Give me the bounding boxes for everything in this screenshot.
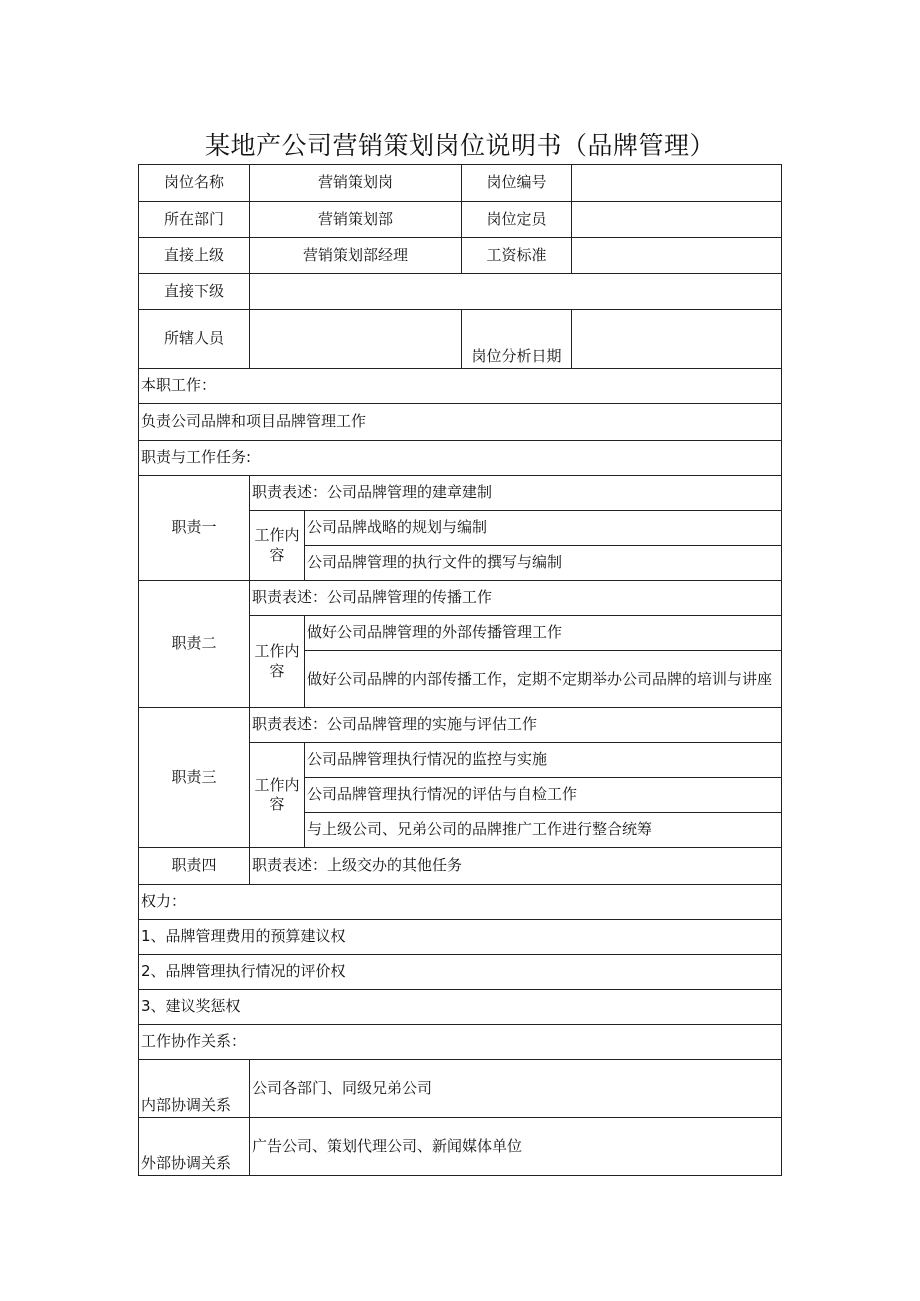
responsibility-2-desc: 职责表述：公司品牌管理的传播工作 (250, 581, 782, 616)
analysis-date-value (572, 310, 782, 369)
staff-value (250, 310, 462, 369)
position-name-label: 岗位名称 (139, 165, 250, 202)
responsibility-3-name: 职责三 (139, 708, 250, 848)
external-relations-label: 外部协调关系 (139, 1118, 250, 1176)
position-name-value: 营销策划岗 (250, 165, 462, 202)
row-authority-item (139, 955, 782, 990)
row-external-relations (139, 1118, 782, 1176)
authority-heading: 权力： (139, 885, 782, 920)
authority-item-1: 1、品牌管理费用的预算建议权 (139, 920, 782, 955)
row-internal-relations (139, 1060, 782, 1118)
responsibility-1-work-label: 工作内容 (250, 511, 305, 581)
row-authority-item (139, 990, 782, 1025)
duty-content: 负责公司品牌和项目品牌管理工作 (139, 404, 782, 441)
internal-relations-value: 公司各部门、同级兄弟公司 (250, 1060, 782, 1118)
subordinate-label: 直接下级 (139, 274, 250, 310)
department-value: 营销策划部 (250, 202, 462, 238)
position-code-value (572, 165, 782, 202)
responsibility-2-task-1: 做好公司品牌管理的外部传播管理工作 (305, 616, 782, 651)
job-description-table (138, 164, 782, 1176)
department-label: 所在部门 (139, 202, 250, 238)
superior-label: 直接上级 (139, 238, 250, 274)
analysis-date-label: 岗位分析日期 (462, 310, 572, 369)
responsibility-4-row (139, 848, 782, 885)
salary-value (572, 238, 782, 274)
superior-value: 营销策划部经理 (250, 238, 462, 274)
page-title: 某地产公司营销策划岗位说明书（品牌管理） (204, 131, 715, 160)
row-duty-heading (139, 369, 782, 404)
responsibility-1-name: 职责一 (139, 476, 250, 581)
headcount-value (572, 202, 782, 238)
responsibility-2-work-label: 工作内容 (250, 616, 305, 708)
row-subordinate (139, 274, 782, 310)
relations-heading: 工作协作关系： (139, 1025, 782, 1060)
responsibility-3-task-2: 公司品牌管理执行情况的评估与自检工作 (305, 778, 782, 813)
internal-relations-label: 内部协调关系 (139, 1060, 250, 1118)
responsibility-2-name: 职责二 (139, 581, 250, 708)
responsibility-1-desc: 职责表述：公司品牌管理的建章建制 (250, 476, 782, 511)
row-staff (139, 310, 782, 369)
responsibility-3-desc-row (139, 708, 782, 743)
duty-heading: 本职工作： (139, 369, 782, 404)
responsibility-1-desc-row (139, 476, 782, 511)
responsibility-4-name: 职责四 (139, 848, 250, 885)
subordinate-value (250, 274, 782, 310)
position-code-label: 岗位编号 (462, 165, 572, 202)
row-superior (139, 238, 782, 274)
row-duty-content (139, 404, 782, 441)
row-authority-heading (139, 885, 782, 920)
salary-label: 工资标准 (462, 238, 572, 274)
external-relations-value: 广告公司、策划代理公司、新闻媒体单位 (250, 1118, 782, 1176)
responsibility-1-task-2: 公司品牌管理的执行文件的撰写与编制 (305, 546, 782, 581)
responsibility-3-task-3: 与上级公司、兄弟公司的品牌推广工作进行整合统筹 (305, 813, 782, 848)
authority-item-3: 3、建议奖惩权 (139, 990, 782, 1025)
responsibility-4-desc: 职责表述：上级交办的其他任务 (250, 848, 782, 885)
authority-item-2: 2、品牌管理执行情况的评价权 (139, 955, 782, 990)
responsibility-2-desc-row (139, 581, 782, 616)
responsibility-3-task-1: 公司品牌管理执行情况的监控与实施 (305, 743, 782, 778)
responsibility-2-task-2: 做好公司品牌的内部传播工作，定期不定期举办公司品牌的培训与讲座 (305, 651, 782, 708)
row-responsibilities-heading (139, 441, 782, 476)
row-position-name (139, 165, 782, 202)
responsibility-1-task-1: 公司品牌战略的规划与编制 (305, 511, 782, 546)
staff-label: 所辖人员 (139, 310, 250, 369)
responsibilities-heading: 职责与工作任务: (139, 441, 782, 476)
responsibility-3-work-label: 工作内容 (250, 743, 305, 848)
row-relations-heading (139, 1025, 782, 1060)
responsibility-3-desc: 职责表述：公司品牌管理的实施与评估工作 (250, 708, 782, 743)
headcount-label: 岗位定员 (462, 202, 572, 238)
row-authority-item (139, 920, 782, 955)
row-department (139, 202, 782, 238)
